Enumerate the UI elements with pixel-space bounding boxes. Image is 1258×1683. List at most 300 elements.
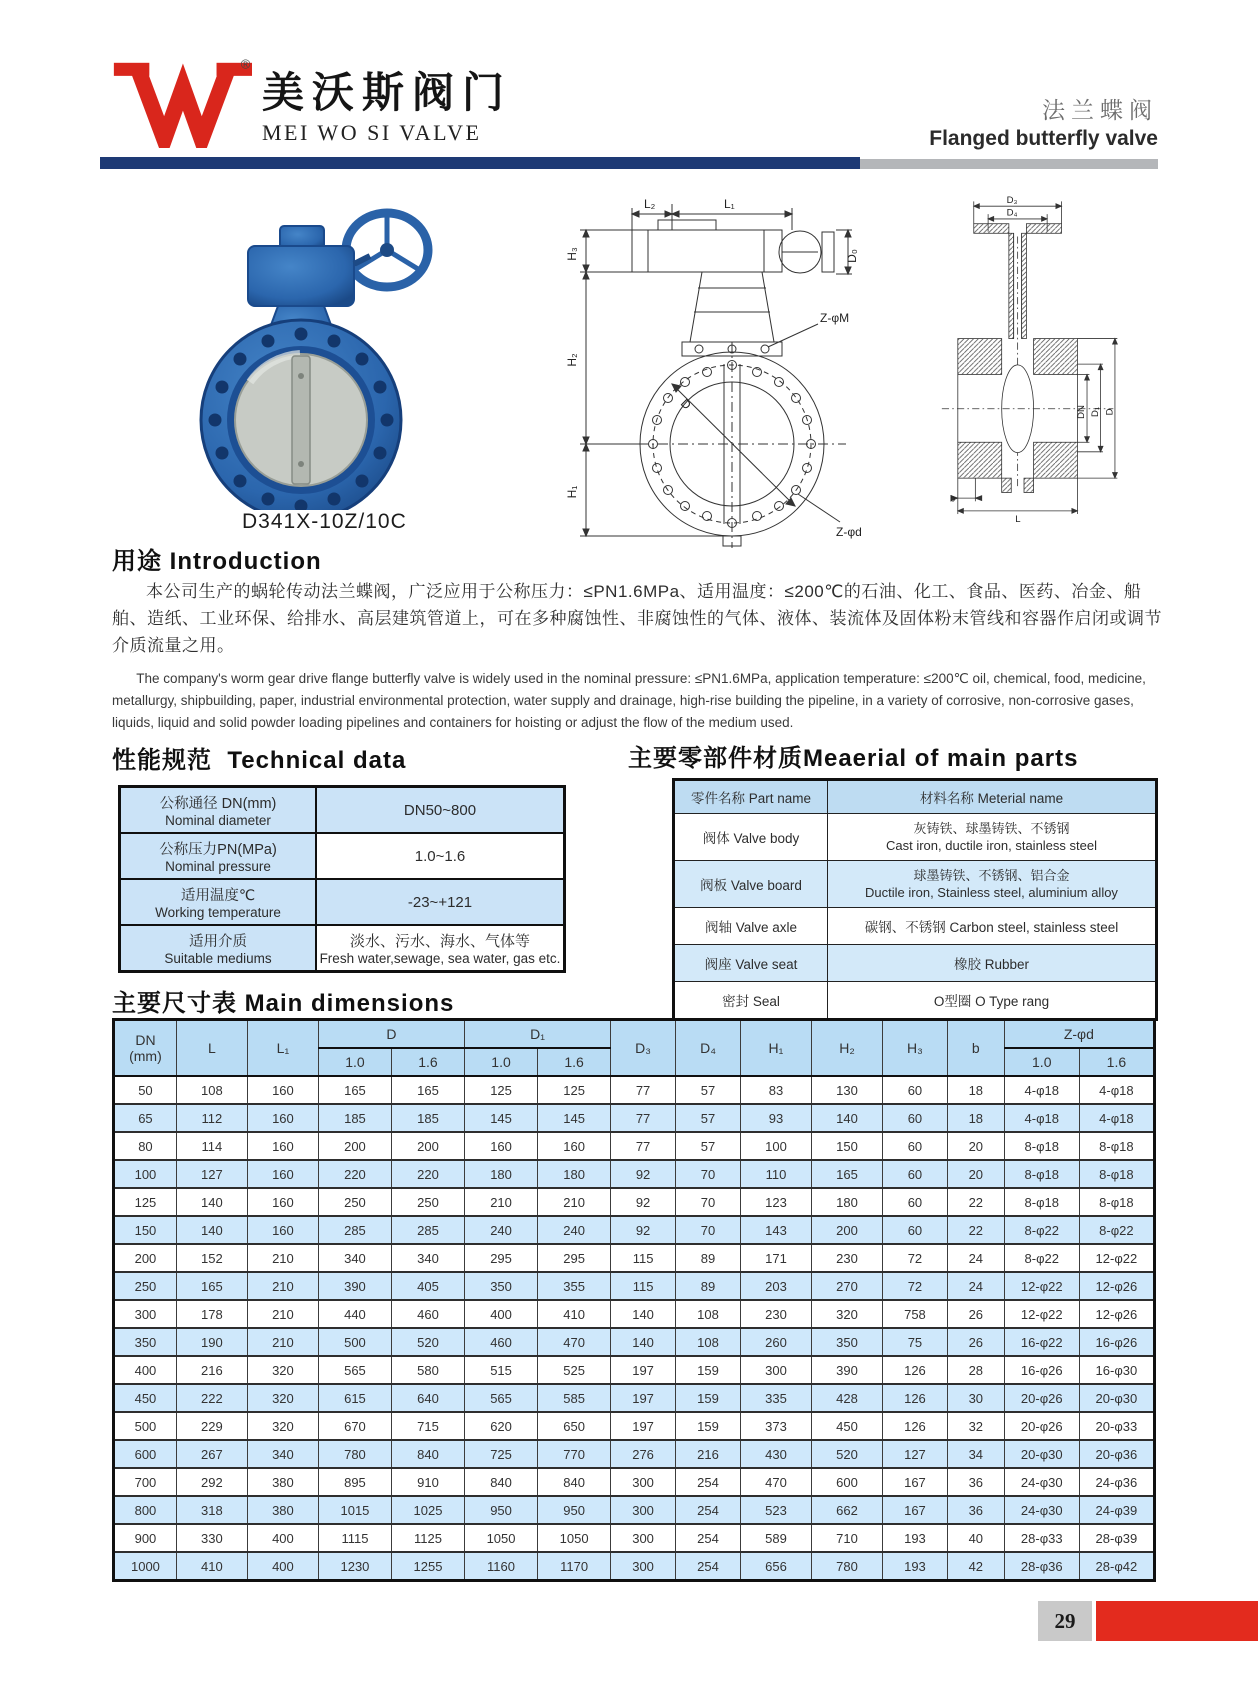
dimensions-cell: 24 — [947, 1244, 1004, 1272]
intro-title — [112, 541, 322, 576]
dimensions-cell: 24 — [947, 1272, 1004, 1300]
dimensions-cell: 115 — [611, 1244, 676, 1272]
dimensions-cell: 160 — [247, 1216, 318, 1244]
dimensions-cell: 4-φ18 — [1079, 1104, 1154, 1132]
dimensions-data-row — [114, 1076, 1155, 1104]
dimensions-cell: 950 — [465, 1496, 538, 1524]
dimensions-cell: 840 — [391, 1440, 464, 1468]
dimensions-cell: 36 — [947, 1468, 1004, 1496]
dimensions-cell: 400 — [247, 1552, 318, 1581]
dimensions-cell: 160 — [465, 1132, 538, 1160]
dimensions-data-row — [114, 1104, 1155, 1132]
dimensions-cell: 125 — [538, 1076, 611, 1104]
dimensions-cell: 650 — [538, 1412, 611, 1440]
dimensions-cell: 758 — [882, 1300, 947, 1328]
dimensions-cell: 159 — [676, 1384, 741, 1412]
dimensions-cell: 320 — [247, 1412, 318, 1440]
dimensions-data-row — [114, 1440, 1155, 1468]
dimensions-cell: 70 — [676, 1216, 741, 1244]
dimensions-cell: 160 — [538, 1132, 611, 1160]
dimensions-cell: 92 — [611, 1160, 676, 1188]
dimensions-cell: 89 — [676, 1244, 741, 1272]
dimensions-cell: 127 — [176, 1160, 247, 1188]
dimensions-cell: 100 — [114, 1160, 177, 1188]
dimensions-cell: 500 — [114, 1412, 177, 1440]
dimensions-cell: 440 — [318, 1300, 391, 1328]
dimensions-cell: 1160 — [465, 1552, 538, 1581]
dimensions-cell: 585 — [538, 1384, 611, 1412]
dimensions-header-cell: H₂ — [811, 1020, 882, 1077]
dimensions-cell: 24-φ30 — [1004, 1496, 1079, 1524]
dimensions-cell: 700 — [114, 1468, 177, 1496]
dimensions-cell: 450 — [811, 1412, 882, 1440]
dim-label-l1: L₁ — [724, 197, 735, 211]
dimensions-cell: 165 — [318, 1076, 391, 1104]
dimensions-cell: 180 — [538, 1160, 611, 1188]
dimensions-cell: 210 — [538, 1188, 611, 1216]
header-navy-bar — [100, 157, 860, 169]
dimensions-cell: 28-φ36 — [1004, 1552, 1079, 1581]
dimensions-subheader-cell: 1.6 — [391, 1048, 464, 1076]
dimensions-cell: 57 — [676, 1104, 741, 1132]
dimensions-cell: 167 — [882, 1468, 947, 1496]
dimensions-data-row — [114, 1244, 1155, 1272]
dimensions-data-row — [114, 1272, 1155, 1300]
dimensions-cell: 910 — [391, 1468, 464, 1496]
technical-value-cell: -23~+121 — [316, 879, 565, 925]
dimensions-cell: 254 — [676, 1552, 741, 1581]
dimensions-cell: 143 — [740, 1216, 811, 1244]
dimensions-cell: 108 — [676, 1328, 741, 1356]
dimensions-header-row — [114, 1020, 1155, 1049]
dimensions-cell: 515 — [465, 1356, 538, 1384]
dim-label-zm: Z-φM — [820, 311, 850, 325]
dimensions-cell: 400 — [247, 1524, 318, 1552]
dimensions-cell: 20-φ26 — [1004, 1412, 1079, 1440]
intro-text-cn: 本公司生产的蜗轮传动法兰蝶阀，广泛应用于公称压力：≤PN1.6MPa、适用温度：≤200℃的石油、化工、食品、医药、冶金、船舶、造纸、工业环保、给排水、高层建筑管道上，可在多种腐蚀性、非腐蚀性的气体、液体、装流体及固体粉末管线和容器作启闭或调节介质流量之用。 — [112, 582, 1162, 655]
dimensions-cell: 72 — [882, 1244, 947, 1272]
dimensions-cell: 50 — [114, 1076, 177, 1104]
dimensions-data-row — [114, 1356, 1155, 1384]
dimensions-cell: 715 — [391, 1412, 464, 1440]
dimensions-cell: 210 — [247, 1272, 318, 1300]
handwheel-icon — [346, 213, 428, 287]
dimensions-cell: 340 — [247, 1440, 318, 1468]
dimensions-cell: 1015 — [318, 1496, 391, 1524]
dimensions-cell: 589 — [740, 1524, 811, 1552]
dimensions-cell: 40 — [947, 1524, 1004, 1552]
dimensions-cell: 22 — [947, 1216, 1004, 1244]
material-part-cell: 阀座 Valve seat — [674, 945, 828, 982]
dimensions-subheader-cell: 1.6 — [1079, 1048, 1154, 1076]
dimensions-cell: 335 — [740, 1384, 811, 1412]
dimensions-cell: 20-φ36 — [1079, 1440, 1154, 1468]
dimensions-cell: 140 — [611, 1300, 676, 1328]
dimensions-data-row — [114, 1216, 1155, 1244]
dimensions-cell: 108 — [676, 1300, 741, 1328]
dimensions-cell: 710 — [811, 1524, 882, 1552]
dimensions-cell: 295 — [538, 1244, 611, 1272]
dimensions-cell: 318 — [176, 1496, 247, 1524]
dimensions-title — [112, 983, 454, 1018]
dimensions-cell: 20 — [947, 1132, 1004, 1160]
technical-data-table — [118, 785, 566, 973]
dimensions-cell: 800 — [114, 1496, 177, 1524]
dimensions-header-cell: D₃ — [611, 1020, 676, 1077]
dimensions-header-cell: Z-φd — [1004, 1020, 1154, 1049]
dimensions-cell: 60 — [882, 1160, 947, 1188]
dimensions-cell: 460 — [465, 1328, 538, 1356]
dimensions-cell: 350 — [811, 1328, 882, 1356]
dimensions-cell: 230 — [811, 1244, 882, 1272]
dimensions-header-cell: H₃ — [882, 1020, 947, 1077]
dimensions-data-row — [114, 1384, 1155, 1412]
material-part-cell: 阀板 Valve board — [674, 861, 828, 908]
company-name-en: MEI WO SI VALVE — [262, 120, 482, 145]
dimensions-cell: 12-φ22 — [1004, 1300, 1079, 1328]
dim-label-h2: H₂ — [565, 353, 579, 367]
dim-label-dn: DN — [1075, 405, 1087, 419]
material-row — [674, 945, 1157, 982]
dimensions-cell: 1115 — [318, 1524, 391, 1552]
dimensions-cell: 16-φ26 — [1079, 1328, 1154, 1356]
material-name-cell: 碳钢、不锈钢 Carbon steel, stainless steel — [828, 908, 1157, 945]
section-drawing-image — [900, 195, 1156, 535]
dimensions-cell: 145 — [465, 1104, 538, 1132]
dimensions-cell: 200 — [114, 1244, 177, 1272]
dimensions-cell: 390 — [811, 1356, 882, 1384]
dimensions-cell: 145 — [538, 1104, 611, 1132]
dimensions-cell: 300 — [611, 1468, 676, 1496]
dimensions-cell: 160 — [247, 1104, 318, 1132]
dimensions-cell: 840 — [465, 1468, 538, 1496]
dimensions-cell: 565 — [318, 1356, 391, 1384]
dimensions-cell: 70 — [676, 1160, 741, 1188]
product-heading — [929, 92, 1158, 151]
dimensions-cell: 167 — [882, 1496, 947, 1524]
dimensions-cell: 200 — [318, 1132, 391, 1160]
dimensions-cell: 24-φ39 — [1079, 1496, 1154, 1524]
dimensions-cell: 20-φ30 — [1079, 1384, 1154, 1412]
dimensions-cell: 254 — [676, 1468, 741, 1496]
dimensions-cell: 1000 — [114, 1552, 177, 1581]
dimensions-cell: 410 — [176, 1552, 247, 1581]
dimensions-data-row — [114, 1132, 1155, 1160]
dim-label-d3: D₃ — [1006, 195, 1018, 206]
dimensions-cell: 197 — [611, 1384, 676, 1412]
page-number — [1038, 1601, 1092, 1641]
technical-row — [120, 879, 565, 925]
material-row — [674, 814, 1157, 861]
dimensions-data-row — [114, 1468, 1155, 1496]
dimensions-data-row — [114, 1524, 1155, 1552]
intro-title-cn: 用途 — [112, 548, 162, 575]
materials-title: 主要零部件材质Meaerial of main parts — [628, 745, 1079, 772]
dimensions-cell: 350 — [114, 1328, 177, 1356]
dimensions-cell: 20-φ26 — [1004, 1384, 1079, 1412]
dimensions-cell: 93 — [740, 1104, 811, 1132]
dimensions-cell: 300 — [611, 1496, 676, 1524]
dimensions-subheader-cell: 1.0 — [318, 1048, 391, 1076]
dimensions-cell: 656 — [740, 1552, 811, 1581]
dimensions-cell: 405 — [391, 1272, 464, 1300]
dimensions-cell: 210 — [465, 1188, 538, 1216]
dimensions-cell: 20-φ30 — [1004, 1440, 1079, 1468]
dimensions-cell: 895 — [318, 1468, 391, 1496]
registered-mark: ® — [240, 56, 251, 72]
dimensions-cell: 152 — [176, 1244, 247, 1272]
material-name-cell: O型圈 O Type rang — [828, 982, 1157, 1020]
page-number-text: 29 — [1054, 1608, 1076, 1633]
intro-text-en: The company's worm gear drive flange butterfly valve is widely used in the nominal pressure: ≤PN1.6MPa, application temperature: ≤200℃ oil, chemical, food, medicine, metallurgy, shipbuilding, paper, industrial environmental protection, water supply and drainage, high-rise building the pipeline, in a variety of corrosive, non-corrosive gases, liquids, liquid and solid powder loading pipelines and containers for hoisting or adjust the flow of the medium used. — [112, 671, 1146, 730]
dimensions-cell: 77 — [611, 1132, 676, 1160]
dimensions-cell: 320 — [247, 1356, 318, 1384]
dimensions-cell: 400 — [465, 1300, 538, 1328]
company-name-block — [262, 60, 512, 146]
dimensions-cell: 77 — [611, 1104, 676, 1132]
dimensions-header-cell: D₁ — [465, 1020, 611, 1049]
material-name-cell: 橡胶 Rubber — [828, 945, 1157, 982]
dimensions-cell: 24-φ36 — [1079, 1468, 1154, 1496]
dimensions-cell: 185 — [318, 1104, 391, 1132]
dimensions-cell: 100 — [740, 1132, 811, 1160]
dimensions-cell: 28 — [947, 1356, 1004, 1384]
dimensions-cell: 430 — [740, 1440, 811, 1468]
dimensions-cell: 115 — [611, 1272, 676, 1300]
dimensions-cell: 254 — [676, 1524, 741, 1552]
dimensions-cell: 12-φ22 — [1004, 1272, 1079, 1300]
dimensions-cell: 22 — [947, 1188, 1004, 1216]
dimensions-cell: 300 — [114, 1300, 177, 1328]
dimensions-cell: 193 — [882, 1524, 947, 1552]
dimensions-cell: 1025 — [391, 1496, 464, 1524]
dimensions-cell: 220 — [391, 1160, 464, 1188]
dimensions-cell: 8-φ18 — [1079, 1188, 1154, 1216]
dimensions-cell: 250 — [391, 1188, 464, 1216]
dimensions-cell: 320 — [247, 1384, 318, 1412]
dimensions-cell: 4-φ18 — [1079, 1076, 1154, 1104]
dimensions-cell: 60 — [882, 1188, 947, 1216]
material-part-cell: 阀轴 Valve axle — [674, 908, 828, 945]
dimensions-cell: 60 — [882, 1076, 947, 1104]
dimensions-cell: 28-φ42 — [1079, 1552, 1154, 1581]
dim-label-d0: D₀ — [845, 249, 859, 263]
dimensions-cell: 150 — [811, 1132, 882, 1160]
material-part-cell: 阀体 Valve body — [674, 814, 828, 861]
dimensions-cell: 216 — [676, 1440, 741, 1468]
technical-label-cell: 适用温度℃ Working temperature — [120, 879, 317, 925]
dimensions-cell: 355 — [538, 1272, 611, 1300]
dimensions-cell: 520 — [391, 1328, 464, 1356]
dimensions-cell: 320 — [811, 1300, 882, 1328]
dimensions-cell: 26 — [947, 1300, 1004, 1328]
dimensions-cell: 500 — [318, 1328, 391, 1356]
dimensions-cell: 285 — [391, 1216, 464, 1244]
dimensions-cell: 125 — [114, 1188, 177, 1216]
company-logo — [112, 56, 252, 148]
dimensions-cell: 254 — [676, 1496, 741, 1524]
dimensions-cell: 950 — [538, 1496, 611, 1524]
dimensions-data-row — [114, 1300, 1155, 1328]
dimensions-cell: 222 — [176, 1384, 247, 1412]
dimensions-title-en: Main dimensions — [244, 990, 455, 1017]
dimensions-cell: 190 — [176, 1328, 247, 1356]
dim-label-zd: Z-φd — [836, 525, 862, 539]
technical-label-cell: 公称压力PN(MPa) Nominal pressure — [120, 833, 317, 879]
dimensions-cell: 57 — [676, 1132, 741, 1160]
dimensions-cell: 1230 — [318, 1552, 391, 1581]
dimensions-table — [112, 1018, 1156, 1582]
dimensions-cell: 127 — [882, 1440, 947, 1468]
material-row — [674, 861, 1157, 908]
technical-label-cell: 适用介质 Suitable mediums — [120, 925, 317, 972]
front-drawing-image — [552, 192, 892, 559]
dim-label-d-section: D — [1104, 408, 1116, 416]
dimensions-cell: 28-φ33 — [1004, 1524, 1079, 1552]
dimensions-cell: 460 — [391, 1300, 464, 1328]
dimensions-cell: 140 — [611, 1328, 676, 1356]
dimensions-cell: 165 — [811, 1160, 882, 1188]
dimensions-cell: 450 — [114, 1384, 177, 1412]
technical-value-cell: 1.0~1.6 — [316, 833, 565, 879]
technical-row — [120, 833, 565, 879]
dimensions-cell: 780 — [318, 1440, 391, 1468]
dimensions-cell: 1050 — [465, 1524, 538, 1552]
dimensions-cell: 185 — [391, 1104, 464, 1132]
dimensions-cell: 114 — [176, 1132, 247, 1160]
dimensions-subheader-cell: 1.6 — [538, 1048, 611, 1076]
dim-label-d4: D₄ — [1006, 207, 1018, 219]
dimensions-cell: 840 — [538, 1468, 611, 1496]
dimensions-header-cell: L₁ — [247, 1020, 318, 1077]
dimensions-cell: 4-φ18 — [1004, 1076, 1079, 1104]
dimensions-cell: 20 — [947, 1160, 1004, 1188]
dimensions-cell: 600 — [811, 1468, 882, 1496]
dimensions-cell: 725 — [465, 1440, 538, 1468]
material-name-cell: 球墨铸铁、不锈钢、铝合金 Ductile iron, Stainless steel, aluminium alloy — [828, 861, 1157, 908]
dimensions-cell: 428 — [811, 1384, 882, 1412]
dimensions-cell: 1050 — [538, 1524, 611, 1552]
dimensions-cell: 250 — [114, 1272, 177, 1300]
dimensions-cell: 112 — [176, 1104, 247, 1132]
dimensions-cell: 8-φ18 — [1079, 1132, 1154, 1160]
footer-red-bar — [1096, 1601, 1258, 1641]
material-part-cell: 密封 Seal — [674, 982, 828, 1020]
dimensions-cell: 8-φ18 — [1004, 1160, 1079, 1188]
dimensions-cell: 1170 — [538, 1552, 611, 1581]
dimensions-cell: 180 — [811, 1188, 882, 1216]
dimensions-cell: 12-φ22 — [1079, 1244, 1154, 1272]
product-name-en: Flanged butterfly valve — [929, 127, 1158, 150]
dimensions-subheader-cell: 1.0 — [1004, 1048, 1079, 1076]
dimensions-cell: 123 — [740, 1188, 811, 1216]
dimensions-cell: 60 — [882, 1132, 947, 1160]
dimensions-cell: 267 — [176, 1440, 247, 1468]
dimensions-cell: 380 — [247, 1468, 318, 1496]
dimensions-cell: 92 — [611, 1216, 676, 1244]
dimensions-cell: 295 — [465, 1244, 538, 1272]
dimensions-cell: 470 — [538, 1328, 611, 1356]
dimensions-data-row — [114, 1412, 1155, 1440]
dimensions-cell: 57 — [676, 1076, 741, 1104]
dimensions-cell: 160 — [247, 1160, 318, 1188]
dim-label-b: b — [949, 493, 956, 505]
dimensions-cell: 380 — [247, 1496, 318, 1524]
dim-label-d: D — [677, 396, 694, 413]
dimensions-cell: 108 — [176, 1076, 247, 1104]
valve-photo-image — [150, 192, 460, 515]
dimensions-cell: 8-φ18 — [1079, 1160, 1154, 1188]
dimensions-cell: 30 — [947, 1384, 1004, 1412]
dimensions-header-cell: DN (mm) — [114, 1020, 177, 1077]
dimensions-cell: 300 — [611, 1552, 676, 1581]
dimensions-cell: 75 — [882, 1328, 947, 1356]
dimensions-cell: 42 — [947, 1552, 1004, 1581]
dimensions-header-cell: L — [176, 1020, 247, 1077]
dimensions-cell: 276 — [611, 1440, 676, 1468]
dimensions-cell: 72 — [882, 1272, 947, 1300]
dimensions-cell: 150 — [114, 1216, 177, 1244]
dimensions-cell: 140 — [176, 1188, 247, 1216]
materials-header-material: 材料名称 Meterial name — [828, 780, 1157, 814]
dimensions-cell: 193 — [882, 1552, 947, 1581]
material-row — [674, 908, 1157, 945]
technical-data-title — [112, 740, 406, 775]
dimensions-cell: 20-φ33 — [1079, 1412, 1154, 1440]
dimensions-header-cell: D₄ — [676, 1020, 741, 1077]
dimensions-cell: 77 — [611, 1076, 676, 1104]
dimensions-header-cell: H₁ — [740, 1020, 811, 1077]
dimensions-cell: 580 — [391, 1356, 464, 1384]
dimensions-cell: 165 — [391, 1076, 464, 1104]
dimensions-data-row — [114, 1188, 1155, 1216]
materials-header-row — [674, 780, 1157, 814]
dimensions-cell: 240 — [538, 1216, 611, 1244]
model-caption: D341X-10Z/10C — [242, 510, 407, 533]
header-silver-bar — [860, 159, 1158, 169]
dimensions-cell: 340 — [391, 1244, 464, 1272]
dimensions-cell: 662 — [811, 1496, 882, 1524]
dimensions-cell: 292 — [176, 1468, 247, 1496]
technical-data-title-cn: 性能规范 — [112, 747, 212, 774]
dimensions-cell: 210 — [247, 1244, 318, 1272]
technical-row — [120, 787, 565, 834]
dimensions-cell: 34 — [947, 1440, 1004, 1468]
dimensions-cell: 140 — [176, 1216, 247, 1244]
dimensions-cell: 159 — [676, 1412, 741, 1440]
dimensions-cell: 130 — [811, 1076, 882, 1104]
dimensions-cell: 8-φ18 — [1004, 1188, 1079, 1216]
dimensions-cell: 565 — [465, 1384, 538, 1412]
dimensions-cell: 620 — [465, 1412, 538, 1440]
technical-value-cell: DN50~800 — [316, 787, 565, 834]
dimensions-cell: 160 — [247, 1188, 318, 1216]
dimensions-cell: 900 — [114, 1524, 177, 1552]
technical-value-cell: 淡水、污水、海水、气体等 Fresh water,sewage, sea water, gas etc. — [316, 925, 565, 972]
technical-label-cell: 公称通径 DN(mm) Nominal diameter — [120, 787, 317, 834]
material-row — [674, 982, 1157, 1020]
dimensions-cell: 160 — [247, 1132, 318, 1160]
dimensions-cell: 125 — [465, 1076, 538, 1104]
technical-row — [120, 925, 565, 972]
dimensions-cell: 65 — [114, 1104, 177, 1132]
dimensions-cell: 216 — [176, 1356, 247, 1384]
dimensions-cell: 18 — [947, 1076, 1004, 1104]
dimensions-cell: 159 — [676, 1356, 741, 1384]
dimensions-cell: 4-φ18 — [1004, 1104, 1079, 1132]
dimensions-cell: 160 — [247, 1076, 318, 1104]
dimensions-cell: 60 — [882, 1216, 947, 1244]
